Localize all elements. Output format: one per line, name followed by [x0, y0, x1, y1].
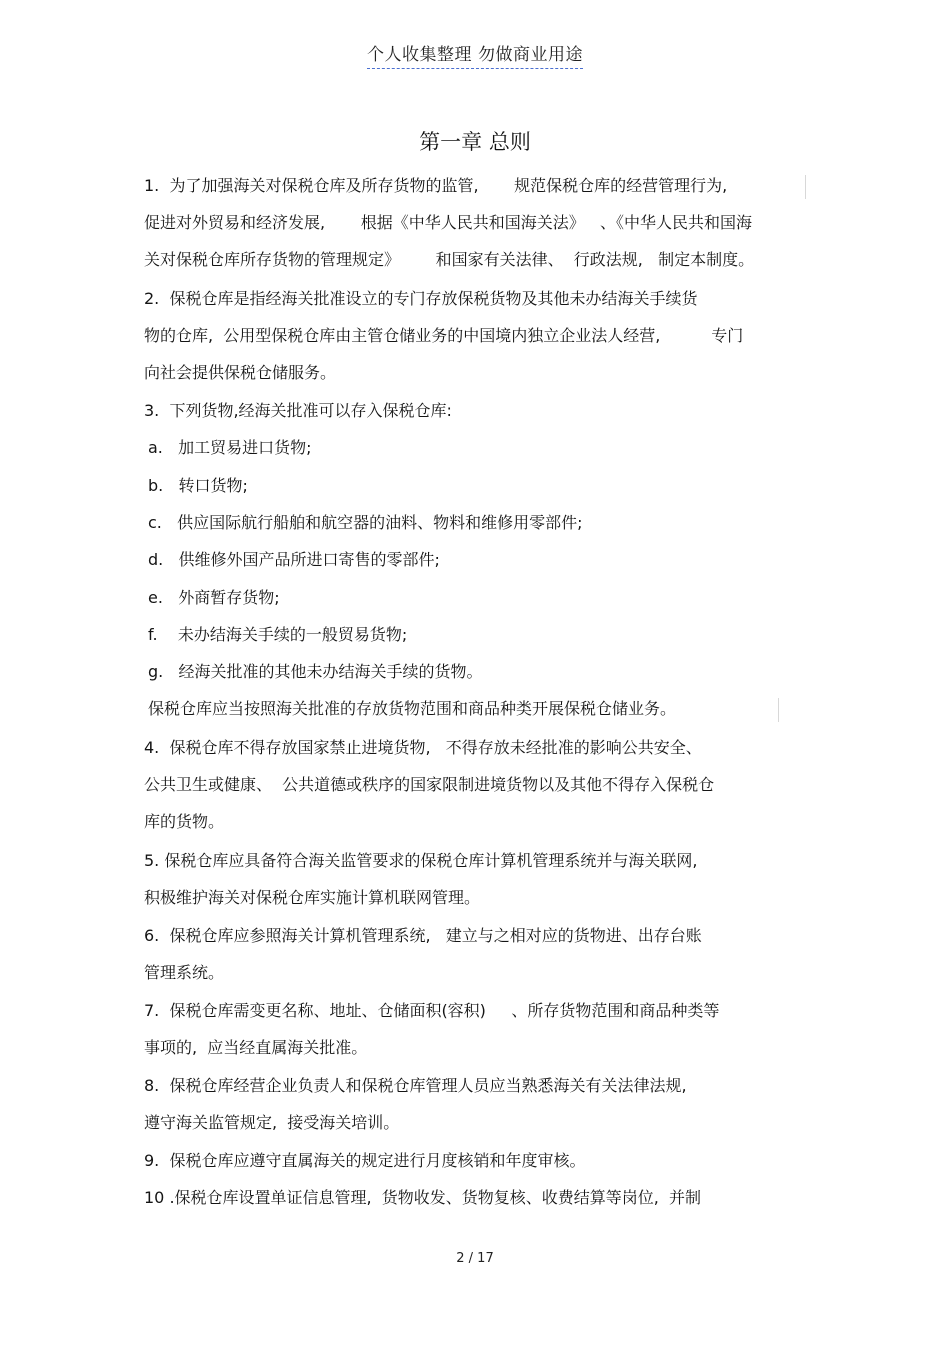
text-line: 管理系统。 [144, 963, 225, 982]
text-line: 7. 保税仓库需变更名称、地址、仓储面积(容积) 、所存货物范围和商品种类等 [144, 1001, 720, 1020]
page-number: 2 / 17 [456, 1251, 494, 1266]
text-line: 1. 为了加强海关对保税仓库及所存货物的监管, 规范保税仓库的经营管理行为, [144, 176, 728, 195]
text-line: 10 .保税仓库设置单证信息管理, 货物收发、货物复核、收费结算等岗位, 并制 [144, 1188, 702, 1207]
watermark-text: 个人收集整理 勿做商业用途 [367, 45, 583, 69]
list-item: e. 外商暂存货物; [148, 588, 280, 607]
text-line: 促进对外贸易和经济发展, 根据《中华人民共和国海关法》 、《中华人民共和国海 [144, 213, 752, 232]
text-line: 物的仓库, 公用型保税仓库由主管仓储业务的中国境内独立企业法人经营, 专门 [144, 326, 744, 345]
list-item: c. 供应国际航行船舶和航空器的油料、物料和维修用零部件; [148, 513, 583, 532]
list-item: a. 加工贸易进口货物; [148, 438, 312, 457]
list-item: b. 转口货物; [148, 476, 248, 495]
text-line: 积极维护海关对保税仓库实施计算机联网管理。 [144, 888, 481, 907]
text-line: 4. 保税仓库不得存放国家禁止进境货物, 不得存放未经批准的影响公共安全、 [144, 738, 702, 757]
text-line: 5. 保税仓库应具备符合海关监管要求的保税仓库计算机管理系统并与海关联网, [144, 851, 698, 870]
list-item: d. 供维修外国产品所进口寄售的零部件; [148, 550, 440, 569]
vertical-rule [778, 698, 779, 722]
text-line: 事项的, 应当经直属海关批准。 [144, 1038, 368, 1057]
text-line: 3. 下列货物,经海关批准可以存入保税仓库: [144, 401, 452, 420]
text-line: 库的货物。 [144, 812, 225, 831]
text-line: 遵守海关监管规定, 接受海关培训。 [144, 1113, 400, 1132]
vertical-rule [805, 175, 806, 199]
text-line: 关对保税仓库所存货物的管理规定》 和国家有关法律、 行政法规, 制定本制度。 [144, 250, 755, 269]
watermark-header [0, 40, 950, 65]
text-line: 向社会提供保税仓储服务。 [144, 363, 337, 382]
text-line: 8. 保税仓库经营企业负责人和保税仓库管理人员应当熟悉海关有关法律法规, [144, 1076, 687, 1095]
list-item: f. 未办结海关手续的一般贸易货物; [148, 625, 408, 644]
chapter-title: 第一章 总则 [419, 130, 531, 154]
text-line: 6. 保税仓库应参照海关计算机管理系统, 建立与之相对应的货物进、出存台账 [144, 926, 702, 945]
text-line: 公共卫生或健康、 公共道德或秩序的国家限制进境货物以及其他不得存入保税仓 [144, 775, 715, 794]
list-item: g. 经海关批准的其他未办结海关手续的货物。 [148, 662, 483, 681]
text-line: 保税仓库应当按照海关批准的存放货物范围和商品种类开展保税仓储业务。 [148, 699, 677, 718]
text-line: 2. 保税仓库是指经海关批准设立的专门存放保税货物及其他未办结海关手续货 [144, 289, 698, 308]
text-line: 9. 保税仓库应遵守直属海关的规定进行月度核销和年度审核。 [144, 1151, 586, 1170]
